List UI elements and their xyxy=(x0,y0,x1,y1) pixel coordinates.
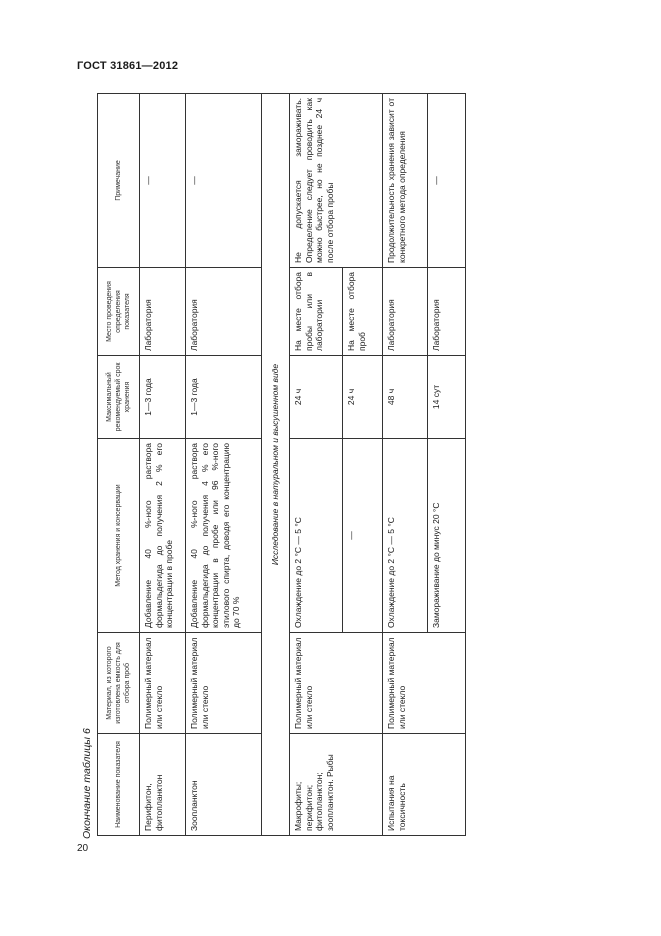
table-cell: Охлаждение до 2 °С — 5 °С xyxy=(383,439,428,633)
storage-table xyxy=(97,93,466,836)
table-cell: Лаборатория xyxy=(186,268,262,356)
table-cell: — xyxy=(186,94,262,268)
table-cell: Полимерный материал или стекло xyxy=(186,633,262,734)
table-cell: На месте отбора проб xyxy=(343,268,383,356)
table-cell: 1—3 года xyxy=(140,356,186,439)
table-cell: 24 ч xyxy=(290,356,343,439)
table-cell: Добавление 40 %-ного раствора формальдегида до получения 2 % его концентрации в пробе xyxy=(140,439,186,633)
table-cell: Лаборатория xyxy=(383,268,428,356)
table-cell: 14 сут xyxy=(428,356,466,439)
section-heading: Исследование в натуральном и высушенном виде xyxy=(262,94,290,836)
page-number: 20 xyxy=(77,843,89,854)
table-cell: — xyxy=(343,439,383,633)
document-title: ГОСТ 31861—2012 xyxy=(77,60,179,72)
table-cell: — xyxy=(140,94,186,268)
table-cell: Макрофиты; перифитон; фитопланктон; зоопланктон. Рыбы xyxy=(290,734,383,836)
table-row xyxy=(186,94,262,836)
table-row xyxy=(140,94,186,836)
column-header: Наименование показателя xyxy=(98,734,140,836)
column-header: Максимальный рекомендуемый срок хранения xyxy=(98,356,140,439)
table-cell: — xyxy=(428,94,466,268)
table-row xyxy=(290,94,343,836)
table-cell: Испытания на токсичность xyxy=(383,734,466,836)
table-cell: 24 ч xyxy=(343,356,383,439)
table-cell: Добавление 40 %-ного раствора формальдегида до получения 4 % его концентрации в пробе или 96 %-ного этилового спирта, доводя его концентрацию до 70 % xyxy=(186,439,262,633)
column-header: Материал, из которого изготовлена емкость для отбора проб xyxy=(98,633,140,734)
table-cell: Полимерный материал или стекло xyxy=(140,633,186,734)
section-heading-row xyxy=(262,94,290,836)
table-caption: Окончание таблицы 6 xyxy=(81,728,93,839)
table-cell: Лаборатория xyxy=(140,268,186,356)
table-cell: Зоопланктон xyxy=(186,734,262,836)
table-cell: Лаборатория xyxy=(428,268,466,356)
table-cell: Полимерный материал или стекло xyxy=(383,633,466,734)
table-cell: Продолжительность хранения зависит от конкретного метода определения xyxy=(383,94,428,268)
table-cell: Перифитон, фитопланктон xyxy=(140,734,186,836)
table-cell: Охлаждение до 2 °С — 5 °С xyxy=(290,439,343,633)
table-row xyxy=(383,94,428,836)
column-header: Метод хранения и консервации xyxy=(98,439,140,633)
table-cell: 1—3 года xyxy=(186,356,262,439)
table-cell: На месте отбора пробы или в лаборатории xyxy=(290,268,343,356)
table-cell: Замораживание до минус 20 °С xyxy=(428,439,466,633)
table-cell: Не допускается замораживать. Определение следует проводить как можно быстрее, но не позднее 24 ч после отбора пробы xyxy=(290,94,383,268)
table-header-row xyxy=(98,94,140,836)
table-cell: 48 ч xyxy=(383,356,428,439)
table-container xyxy=(97,94,465,836)
table-cell: Полимерный материал или стекло xyxy=(290,633,383,734)
column-header: Место проведения определения показателя xyxy=(98,268,140,356)
column-header: Примечание xyxy=(98,94,140,268)
